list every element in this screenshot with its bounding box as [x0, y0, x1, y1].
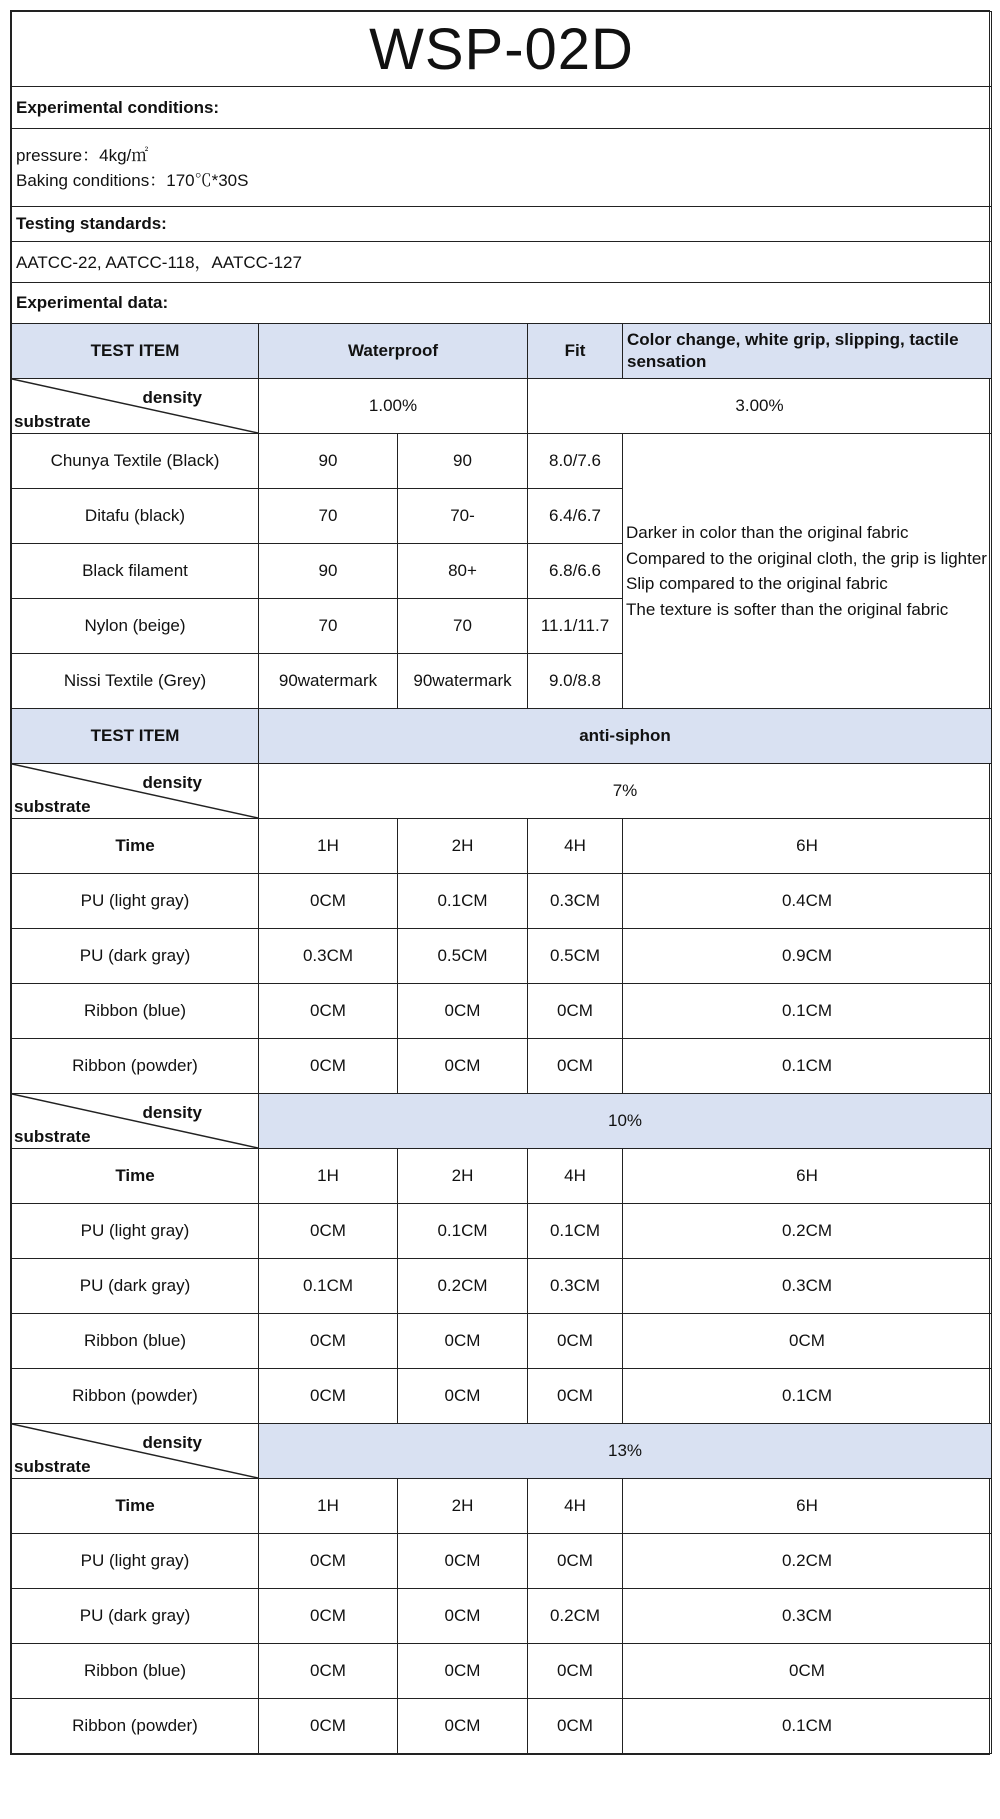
siphon-value: 0.3CM — [528, 1259, 623, 1314]
siphon-value: 0CM — [259, 1644, 398, 1699]
siphon-value: 0.2CM — [623, 1534, 992, 1589]
siphon-value: 0.1CM — [398, 874, 528, 929]
siphon-value: 0CM — [259, 1314, 398, 1369]
data-sheet — [10, 10, 990, 1755]
time-header: 4H — [528, 1479, 623, 1534]
fit-value: 8.0/7.6 — [528, 434, 623, 489]
density-value: 7% — [259, 764, 992, 819]
density-substrate-cell — [12, 1424, 259, 1479]
waterproof-value-2: 90 — [398, 434, 528, 489]
table-row — [12, 434, 992, 489]
table-row — [12, 1424, 992, 1479]
table-row — [12, 709, 992, 764]
sheet-table — [11, 11, 992, 1754]
sample-name: PU (light gray) — [12, 1534, 259, 1589]
siphon-value: 0CM — [259, 1589, 398, 1644]
table-row — [12, 1589, 992, 1644]
waterproof-value-1: 90watermark — [259, 654, 398, 709]
time-header: 1H — [259, 1479, 398, 1534]
waterproof-value-2: 90watermark — [398, 654, 528, 709]
table-row — [12, 1699, 992, 1754]
table-row — [12, 1204, 992, 1259]
sample-name: Chunya Textile (Black) — [12, 434, 259, 489]
siphon-value: 0.9CM — [623, 929, 992, 984]
siphon-value: 0CM — [623, 1314, 992, 1369]
pressure-text: pressure：4kg/㎡ — [16, 145, 149, 165]
time-label: Time — [12, 1479, 259, 1534]
siphon-value: 0.5CM — [398, 929, 528, 984]
table-row — [12, 874, 992, 929]
table-row — [12, 1314, 992, 1369]
table-row — [12, 819, 992, 874]
siphon-value: 0.1CM — [528, 1204, 623, 1259]
time-label: Time — [12, 1149, 259, 1204]
sample-name: PU (dark gray) — [12, 1589, 259, 1644]
density-label: density — [142, 1433, 202, 1452]
anti-siphon-header: anti-siphon — [259, 709, 992, 764]
density-label: density — [142, 1103, 202, 1122]
siphon-value: 0CM — [528, 1314, 623, 1369]
siphon-value: 0.1CM — [623, 1699, 992, 1754]
observation-notes — [623, 434, 992, 709]
siphon-value: 0.3CM — [259, 929, 398, 984]
waterproof-value-2: 80+ — [398, 544, 528, 599]
density-label: density — [142, 388, 202, 407]
siphon-value: 0.4CM — [623, 874, 992, 929]
standards-value: AATCC-22, AATCC-118，AATCC-127 — [12, 242, 992, 283]
sample-name: PU (dark gray) — [12, 1259, 259, 1314]
time-header: 1H — [259, 819, 398, 874]
table-row — [12, 1259, 992, 1314]
time-header: 1H — [259, 1149, 398, 1204]
density-2-value: 3.00% — [528, 379, 992, 434]
note-line: Compared to the original cloth, the grip is lighter — [626, 548, 987, 568]
time-header: 6H — [623, 1479, 992, 1534]
siphon-value: 0CM — [528, 1534, 623, 1589]
waterproof-value-1: 90 — [259, 544, 398, 599]
siphon-value: 0CM — [259, 1699, 398, 1754]
table-row — [12, 1534, 992, 1589]
time-header: 2H — [398, 1149, 528, 1204]
fit-value: 9.0/8.8 — [528, 654, 623, 709]
siphon-value: 0.2CM — [623, 1204, 992, 1259]
time-header: 4H — [528, 1149, 623, 1204]
sample-name: Nissi Textile (Grey) — [12, 654, 259, 709]
siphon-value: 0CM — [259, 874, 398, 929]
siphon-value: 0.1CM — [623, 1039, 992, 1094]
siphon-value: 0CM — [528, 1699, 623, 1754]
table-row — [12, 1039, 992, 1094]
siphon-value: 0.1CM — [398, 1204, 528, 1259]
density-substrate-cell — [12, 764, 259, 819]
siphon-value: 0.3CM — [623, 1259, 992, 1314]
sample-name: Ribbon (blue) — [12, 1644, 259, 1699]
time-header: 2H — [398, 1479, 528, 1534]
note-line: The texture is softer than the original fabric — [626, 599, 949, 619]
density-substrate-cell — [12, 1094, 259, 1149]
siphon-value: 0CM — [398, 984, 528, 1039]
time-header: 6H — [623, 819, 992, 874]
density-label: density — [142, 773, 202, 792]
sample-name: PU (dark gray) — [12, 929, 259, 984]
siphon-value: 0CM — [259, 1039, 398, 1094]
experimental-data-label: Experimental data: — [12, 283, 992, 324]
sample-name: Black filament — [12, 544, 259, 599]
siphon-value: 0.2CM — [528, 1589, 623, 1644]
sample-name: Ribbon (blue) — [12, 984, 259, 1039]
conditions-label: Experimental conditions: — [12, 87, 992, 129]
waterproof-header: Waterproof — [259, 324, 528, 379]
waterproof-value-1: 70 — [259, 599, 398, 654]
standards-label: Testing standards: — [12, 207, 992, 242]
table-row — [12, 1644, 992, 1699]
siphon-value: 0CM — [398, 1699, 528, 1754]
substrate-label: substrate — [14, 1127, 91, 1146]
sample-name: Ribbon (blue) — [12, 1314, 259, 1369]
siphon-value: 0CM — [259, 1534, 398, 1589]
waterproof-value-2: 70 — [398, 599, 528, 654]
page-title: WSP-02D — [12, 12, 992, 87]
fit-value: 6.4/6.7 — [528, 489, 623, 544]
time-header: 4H — [528, 819, 623, 874]
time-label: Time — [12, 819, 259, 874]
siphon-value: 0CM — [623, 1644, 992, 1699]
table-row — [12, 929, 992, 984]
siphon-value: 0CM — [528, 984, 623, 1039]
baking-text: Baking conditions：170℃*30S — [16, 170, 249, 190]
table-row — [12, 1479, 992, 1534]
color-change-header: Color change, white grip, slipping, tactile sensation — [623, 324, 992, 379]
part2-test-item-header: TEST ITEM — [12, 709, 259, 764]
siphon-value: 0.5CM — [528, 929, 623, 984]
siphon-value: 0.1CM — [623, 984, 992, 1039]
density-1-value: 1.00% — [259, 379, 528, 434]
table-row — [12, 1369, 992, 1424]
siphon-value: 0CM — [528, 1369, 623, 1424]
table-row — [12, 764, 992, 819]
substrate-label: substrate — [14, 1457, 91, 1476]
fit-value: 6.8/6.6 — [528, 544, 623, 599]
table-row — [12, 1149, 992, 1204]
siphon-value: 0CM — [528, 1644, 623, 1699]
waterproof-value-1: 90 — [259, 434, 398, 489]
density-substrate-cell — [12, 379, 259, 434]
fit-header: Fit — [528, 324, 623, 379]
sample-name: Ribbon (powder) — [12, 1369, 259, 1424]
siphon-value: 0CM — [259, 984, 398, 1039]
siphon-value: 0CM — [398, 1369, 528, 1424]
substrate-label: substrate — [14, 412, 91, 431]
note-line: Slip compared to the original fabric — [626, 574, 888, 593]
sample-name: PU (light gray) — [12, 1204, 259, 1259]
time-header: 6H — [623, 1149, 992, 1204]
table-row — [12, 984, 992, 1039]
siphon-value: 0CM — [259, 1369, 398, 1424]
sample-name: Nylon (beige) — [12, 599, 259, 654]
sample-name: Ditafu (black) — [12, 489, 259, 544]
siphon-value: 0CM — [398, 1589, 528, 1644]
siphon-value: 0CM — [259, 1204, 398, 1259]
siphon-value: 0CM — [398, 1534, 528, 1589]
siphon-value: 0.3CM — [623, 1589, 992, 1644]
siphon-value: 0CM — [398, 1039, 528, 1094]
substrate-label: substrate — [14, 797, 91, 816]
fit-value: 11.1/11.7 — [528, 599, 623, 654]
density-value: 10% — [259, 1094, 992, 1149]
siphon-value: 0CM — [528, 1039, 623, 1094]
conditions-values — [12, 129, 992, 207]
waterproof-value-1: 70 — [259, 489, 398, 544]
siphon-value: 0.1CM — [623, 1369, 992, 1424]
siphon-value: 0.3CM — [528, 874, 623, 929]
siphon-value: 0.1CM — [259, 1259, 398, 1314]
time-header: 2H — [398, 819, 528, 874]
part1-test-item-header: TEST ITEM — [12, 324, 259, 379]
sample-name: Ribbon (powder) — [12, 1039, 259, 1094]
siphon-value: 0CM — [398, 1314, 528, 1369]
density-value: 13% — [259, 1424, 992, 1479]
note-line: Darker in color than the original fabric — [626, 523, 909, 542]
siphon-value: 0.2CM — [398, 1259, 528, 1314]
waterproof-value-2: 70- — [398, 489, 528, 544]
siphon-value: 0CM — [398, 1644, 528, 1699]
sample-name: PU (light gray) — [12, 874, 259, 929]
table-row — [12, 1094, 992, 1149]
sample-name: Ribbon (powder) — [12, 1699, 259, 1754]
